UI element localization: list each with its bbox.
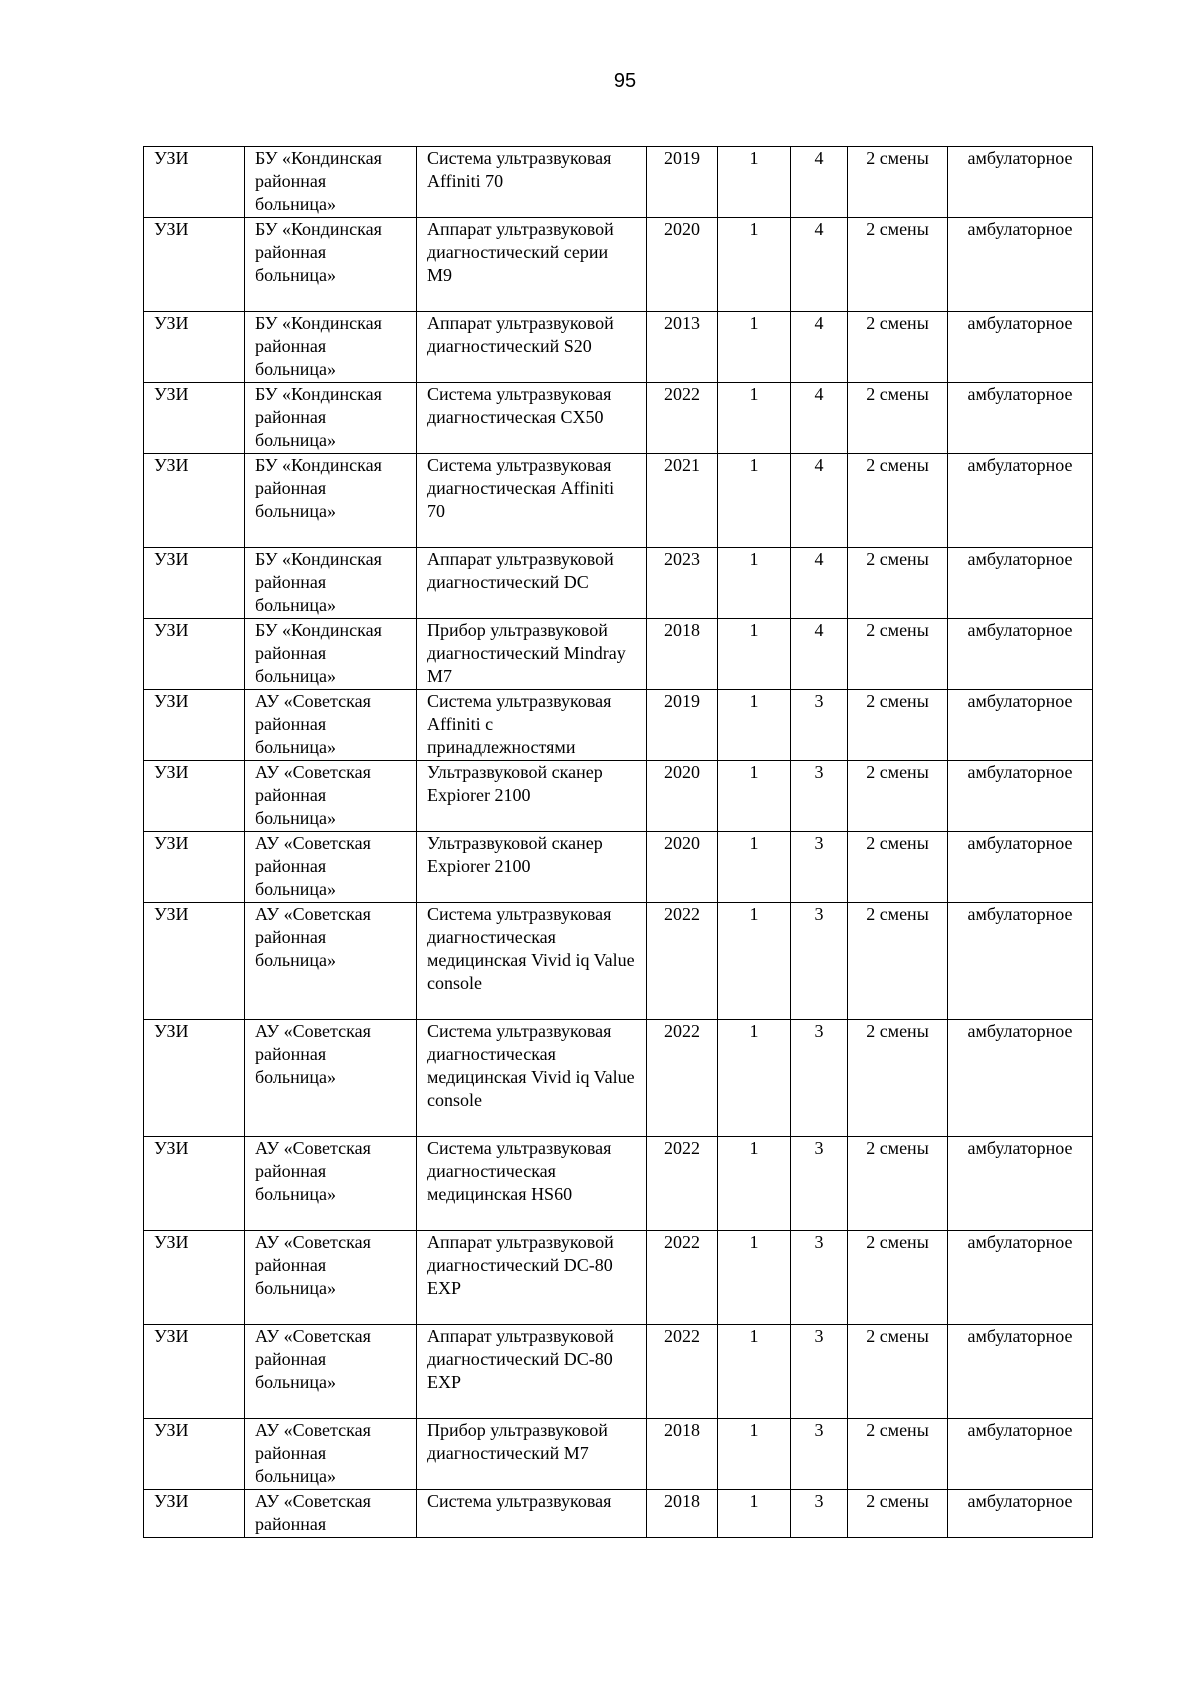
cell-device: Ультразвуковой сканер Expiorer 2100 [417, 761, 647, 832]
cell-year: 2020 [647, 218, 718, 312]
cell-mode: амбулаторное [948, 1020, 1093, 1137]
cell-quantity: 1 [718, 1490, 791, 1538]
cell-mode: амбулаторное [948, 903, 1093, 1020]
cell-exam-type: УЗИ [144, 312, 245, 383]
cell-shifts: 2 смены [848, 690, 948, 761]
page-number: 95 [613, 70, 637, 92]
table-row [144, 1137, 1093, 1231]
cell-exam-type: УЗИ [144, 690, 245, 761]
cell-shifts: 2 смены [848, 1490, 948, 1538]
cell-mode: амбулаторное [948, 1419, 1093, 1490]
cell-mode: амбулаторное [948, 832, 1093, 903]
cell-mode: амбулаторное [948, 1490, 1093, 1538]
cell-quantity: 1 [718, 1020, 791, 1137]
cell-year: 2022 [647, 1137, 718, 1231]
cell-device: Система ультразвуковая диагностическая медицинская Vivid iq Value console [417, 1020, 647, 1137]
cell-year: 2022 [647, 383, 718, 454]
cell-device: Аппарат ультразвуковой диагностический DC [417, 548, 647, 619]
cell-organization: АУ «Советская районная больница» [245, 1020, 417, 1137]
table-row [144, 1020, 1093, 1137]
cell-device: Система ультразвуковая диагностическая медицинская Vivid iq Value console [417, 903, 647, 1020]
cell-quantity: 1 [718, 903, 791, 1020]
cell-shifts: 2 смены [848, 383, 948, 454]
cell-mode: амбулаторное [948, 147, 1093, 218]
cell-exam-type: УЗИ [144, 1020, 245, 1137]
cell-shifts: 2 смены [848, 1137, 948, 1231]
cell-shifts: 2 смены [848, 548, 948, 619]
cell-shifts: 2 смены [848, 1231, 948, 1325]
cell-quantity: 1 [718, 1419, 791, 1490]
cell-shifts: 2 смены [848, 903, 948, 1020]
cell-exam-type: УЗИ [144, 832, 245, 903]
cell-year: 2022 [647, 903, 718, 1020]
table-row [144, 312, 1093, 383]
cell-quantity: 1 [718, 619, 791, 690]
cell-exam-type: УЗИ [144, 1137, 245, 1231]
cell-count: 4 [791, 548, 848, 619]
table-row [144, 454, 1093, 548]
cell-organization: БУ «Кондинская районная больница» [245, 454, 417, 548]
cell-organization: АУ «Советская районная больница» [245, 1325, 417, 1419]
table-row [144, 761, 1093, 832]
cell-year: 2019 [647, 147, 718, 218]
cell-shifts: 2 смены [848, 147, 948, 218]
cell-shifts: 2 смены [848, 832, 948, 903]
cell-shifts: 2 смены [848, 312, 948, 383]
cell-organization: АУ «Советская районная больница» [245, 761, 417, 832]
cell-exam-type: УЗИ [144, 548, 245, 619]
cell-count: 4 [791, 619, 848, 690]
cell-year: 2018 [647, 619, 718, 690]
table-row [144, 690, 1093, 761]
cell-count: 3 [791, 690, 848, 761]
table-row [144, 1325, 1093, 1419]
cell-device: Ультразвуковой сканер Expiorer 2100 [417, 832, 647, 903]
cell-year: 2022 [647, 1231, 718, 1325]
cell-device: Прибор ультразвуковой диагностический M7 [417, 1419, 647, 1490]
cell-quantity: 1 [718, 454, 791, 548]
cell-organization: АУ «Советская районная больница» [245, 1231, 417, 1325]
cell-count: 3 [791, 903, 848, 1020]
table-row [144, 548, 1093, 619]
cell-quantity: 1 [718, 383, 791, 454]
cell-shifts: 2 смены [848, 761, 948, 832]
cell-count: 4 [791, 383, 848, 454]
cell-count: 3 [791, 761, 848, 832]
cell-organization: БУ «Кондинская районная больница» [245, 218, 417, 312]
cell-quantity: 1 [718, 832, 791, 903]
cell-count: 3 [791, 832, 848, 903]
cell-device: Система ультразвуковая Affiniti 70 [417, 147, 647, 218]
cell-count: 3 [791, 1490, 848, 1538]
cell-exam-type: УЗИ [144, 619, 245, 690]
cell-year: 2018 [647, 1490, 718, 1538]
cell-mode: амбулаторное [948, 383, 1093, 454]
cell-quantity: 1 [718, 690, 791, 761]
cell-mode: амбулаторное [948, 312, 1093, 383]
table-row [144, 619, 1093, 690]
cell-quantity: 1 [718, 1325, 791, 1419]
cell-quantity: 1 [718, 147, 791, 218]
cell-year: 2020 [647, 761, 718, 832]
cell-device: Аппарат ультразвуковой диагностический DC-80 EXP [417, 1231, 647, 1325]
cell-count: 4 [791, 218, 848, 312]
cell-mode: амбулаторное [948, 1137, 1093, 1231]
cell-count: 3 [791, 1020, 848, 1137]
cell-organization: БУ «Кондинская районная больница» [245, 548, 417, 619]
cell-quantity: 1 [718, 548, 791, 619]
cell-device: Система ультразвуковая [417, 1490, 647, 1538]
cell-year: 2022 [647, 1325, 718, 1419]
cell-mode: амбулаторное [948, 548, 1093, 619]
cell-device: Аппарат ультразвуковой диагностический S20 [417, 312, 647, 383]
cell-organization: БУ «Кондинская районная больница» [245, 312, 417, 383]
cell-exam-type: УЗИ [144, 218, 245, 312]
equipment-table [143, 146, 1093, 1538]
cell-count: 4 [791, 454, 848, 548]
cell-mode: амбулаторное [948, 218, 1093, 312]
cell-count: 3 [791, 1231, 848, 1325]
cell-exam-type: УЗИ [144, 383, 245, 454]
cell-organization: БУ «Кондинская районная больница» [245, 619, 417, 690]
cell-count: 3 [791, 1137, 848, 1231]
cell-device: Система ультразвуковая диагностическая CX50 [417, 383, 647, 454]
cell-quantity: 1 [718, 761, 791, 832]
table-row [144, 1231, 1093, 1325]
cell-year: 2021 [647, 454, 718, 548]
cell-exam-type: УЗИ [144, 1419, 245, 1490]
cell-organization: АУ «Советская районная больница» [245, 832, 417, 903]
cell-shifts: 2 смены [848, 1020, 948, 1137]
table-row [144, 903, 1093, 1020]
cell-device: Система ультразвуковая Affiniti с принадлежностями [417, 690, 647, 761]
cell-count: 3 [791, 1419, 848, 1490]
cell-quantity: 1 [718, 312, 791, 383]
cell-year: 2023 [647, 548, 718, 619]
table-row [144, 832, 1093, 903]
cell-shifts: 2 смены [848, 454, 948, 548]
cell-exam-type: УЗИ [144, 761, 245, 832]
cell-mode: амбулаторное [948, 454, 1093, 548]
cell-mode: амбулаторное [948, 1231, 1093, 1325]
table-body [144, 147, 1093, 1538]
cell-year: 2018 [647, 1419, 718, 1490]
cell-year: 2013 [647, 312, 718, 383]
cell-year: 2022 [647, 1020, 718, 1137]
cell-mode: амбулаторное [948, 1325, 1093, 1419]
table-row [144, 147, 1093, 218]
table-row [144, 1490, 1093, 1538]
cell-mode: амбулаторное [948, 761, 1093, 832]
cell-organization: АУ «Советская районная больница» [245, 690, 417, 761]
cell-count: 4 [791, 312, 848, 383]
cell-exam-type: УЗИ [144, 903, 245, 1020]
cell-organization: АУ «Советская районная [245, 1490, 417, 1538]
cell-device: Прибор ультразвуковой диагностический Mindray M7 [417, 619, 647, 690]
cell-count: 4 [791, 147, 848, 218]
cell-exam-type: УЗИ [144, 1325, 245, 1419]
cell-exam-type: УЗИ [144, 1490, 245, 1538]
table-row [144, 1419, 1093, 1490]
cell-exam-type: УЗИ [144, 147, 245, 218]
cell-mode: амбулаторное [948, 690, 1093, 761]
table-row [144, 218, 1093, 312]
cell-count: 3 [791, 1325, 848, 1419]
cell-shifts: 2 смены [848, 619, 948, 690]
cell-exam-type: УЗИ [144, 1231, 245, 1325]
cell-organization: БУ «Кондинская районная больница» [245, 383, 417, 454]
cell-organization: БУ «Кондинская районная больница» [245, 147, 417, 218]
cell-shifts: 2 смены [848, 218, 948, 312]
cell-quantity: 1 [718, 1137, 791, 1231]
cell-organization: АУ «Советская районная больница» [245, 903, 417, 1020]
table-row [144, 383, 1093, 454]
cell-quantity: 1 [718, 1231, 791, 1325]
cell-shifts: 2 смены [848, 1325, 948, 1419]
cell-shifts: 2 смены [848, 1419, 948, 1490]
cell-device: Система ультразвуковая диагностическая медицинская HS60 [417, 1137, 647, 1231]
cell-organization: АУ «Советская районная больница» [245, 1137, 417, 1231]
cell-year: 2020 [647, 832, 718, 903]
cell-device: Аппарат ультразвуковой диагностический серии М9 [417, 218, 647, 312]
cell-exam-type: УЗИ [144, 454, 245, 548]
cell-device: Аппарат ультразвуковой диагностический DC-80 EXP [417, 1325, 647, 1419]
cell-quantity: 1 [718, 218, 791, 312]
cell-mode: амбулаторное [948, 619, 1093, 690]
cell-device: Система ультразвуковая диагностическая Affiniti 70 [417, 454, 647, 548]
cell-year: 2019 [647, 690, 718, 761]
cell-organization: АУ «Советская районная больница» [245, 1419, 417, 1490]
